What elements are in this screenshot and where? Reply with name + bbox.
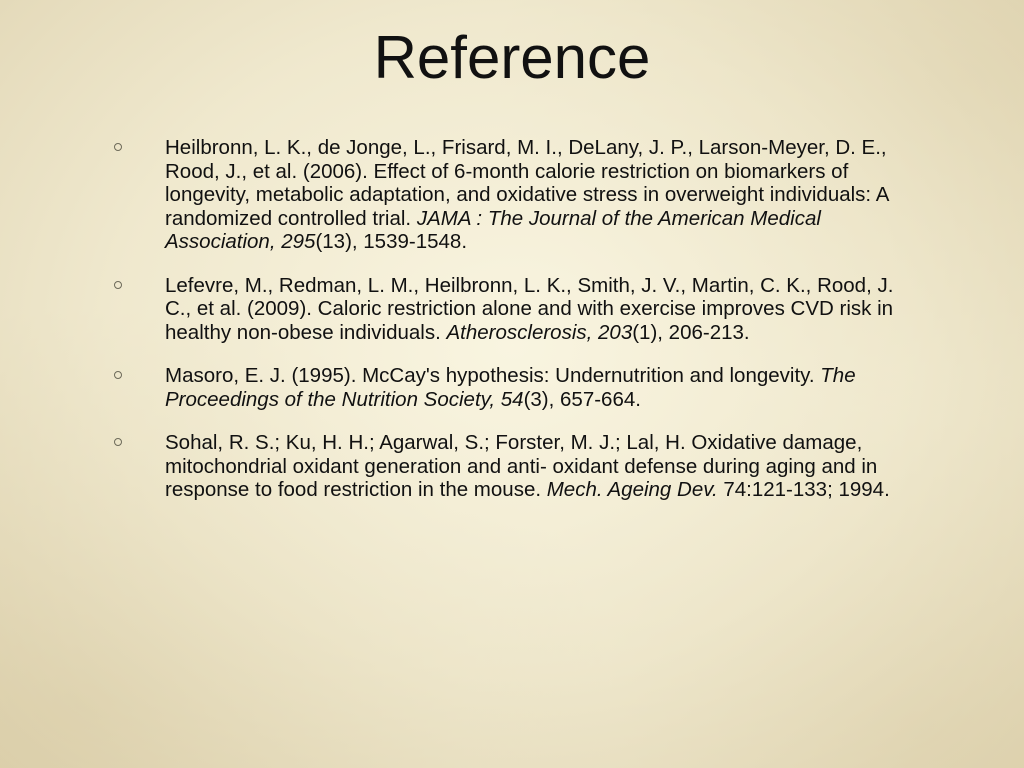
reference-citation: 74:121-133; 1994. [717,478,890,501]
reference-list [112,136,912,522]
reference-text: Lefevre, M., Redman, L. M., Heilbronn, L. K., Smith, J. V., Martin, C. K., Rood, J. C., et al. (2009). Caloric restriction alone and with exercise improves CVD risk in healthy non-obese individuals. [165,273,894,344]
reference-citation: (13), 1539-1548. [315,230,468,253]
reference-item [112,364,912,411]
slide-title: Reference [373,24,651,91]
circle-bullet-icon [114,438,122,446]
reference-item [112,431,912,502]
reference-citation: (1), 206-213. [632,320,750,344]
reference-journal: Mech. Ageing Dev. [546,478,718,501]
circle-bullet-icon [114,281,122,289]
reference-item [112,136,912,254]
reference-journal: The Proceedings of the Nutrition Society, 54 [165,364,856,411]
reference-journal: Atherosclerosis, 203 [446,320,633,344]
reference-text: Heilbronn, L. K., de Jonge, L., Frisard, M. I., DeLany, J. P., Larson-Meyer, D. E., Rood, J., et al. (2006). Effect of 6-month calorie restriction on biomarkers of longevity, metabolic adaptation, and oxidative stress in overweight individuals: A randomized controlled trial. [165,136,889,230]
circle-bullet-icon [114,143,122,151]
circle-bullet-icon [114,371,122,379]
reference-citation: (3), 657-664. [523,387,641,411]
reference-text: Masoro, E. J. (1995). McCay's hypothesis: Undernutrition and longevity. [165,364,821,387]
reference-item [112,274,912,345]
reference-journal: JAMA : The Journal of the American Medical Association, 295 [165,206,821,253]
reference-text: Sohal, R. S.; Ku, H. H.; Agarwal, S.; Forster, M. J.; Lal, H. Oxidative damage, mitochondrial oxidant generation and anti- oxidant defense during aging and in response to food restriction in the mouse. [165,431,878,501]
